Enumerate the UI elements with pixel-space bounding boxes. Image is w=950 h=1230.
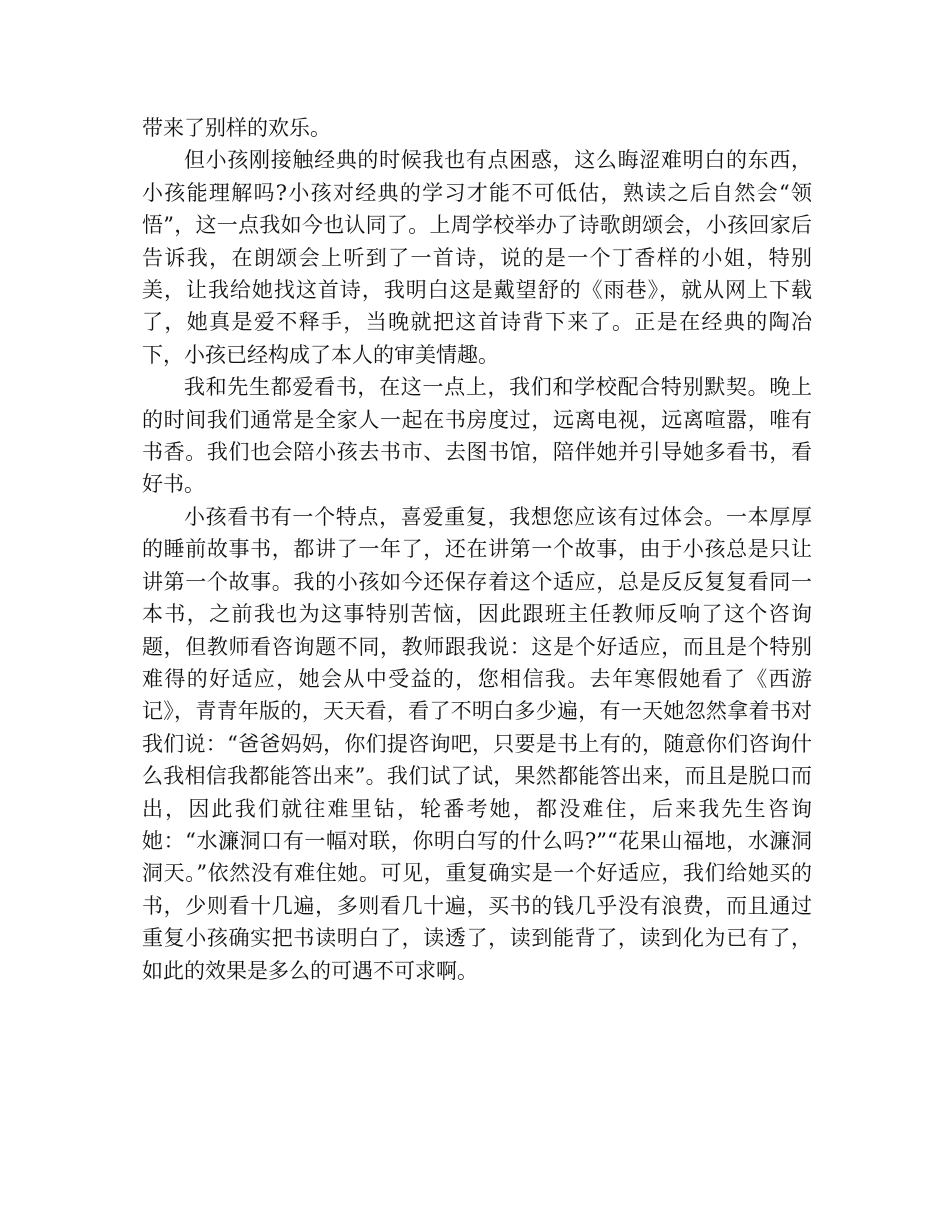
- paragraph-2: 但小孩刚接触经典的时候我也有点困惑，这么晦涩难明白的东西，小孩能理解吗?小孩对经典的学习才能不可低估，熟读之后自然会“领悟”，这一点我如今也认同了。上周学校举办了诗歌朗颂会，小孩回家后告诉我，在朗颂会上听到了一首诗，说的是一个丁香样的小姐，特别美，让我给她找这首诗，我明白这是戴望舒的《雨巷》，就从网上下载了，她真是爱不释手，当晚就把这首诗背下来了。正是在经典的陶冶下，小孩已经构成了本人的审美情趣。: [142, 148, 812, 367]
- paragraph-4: 小孩看书有一个特点，喜爱重复，我想您应该有过体会。一本厚厚的睡前故事书，都讲了一年了，还在讲第一个故事，由于小孩总是只让讲第一个故事。我的小孩如今还保存着这个适应，总是反反复复看同一本书，之前我也为这事特别苦恼，因此跟班主任教师反响了这个咨询题，但教师看咨询题不同，教师跟我说：这是个好适应，而且是个特别难得的好适应，她会从中受益的，您相信我。去年寒假她看了《西游记》，青青年版的，天天看，看了不明白多少遍，有一天她忽然拿着书对我们说：“爸爸妈妈，你们提咨询吧，只要是书上有的，随意你们咨询什么我相信我都能答出来”。我们试了试，果然都能答出来，而且是脱口而出，因此我们就往难里钻，轮番考她，都没难住，后来我先生咨询她：“水濂洞口有一幅对联，你明白写的什么吗?”“花果山福地，水濂洞洞天。”依然没有难住她。可见，重复确实是一个好适应，我们给她买的书，少则看十几遍，多则看几十遍，买书的钱几乎没有浪费，而且通过重复小孩确实把书读明白了，读透了，读到能背了，读到化为已有了，如此的效果是多么的可遇不可求啊。: [142, 504, 812, 983]
- paragraph-1: 带来了别样的欢乐。: [142, 116, 331, 140]
- paragraph-3: 我和先生都爱看书，在这一点上，我们和学校配合特别默契。晚上的时间我们通常是全家人一起在书房度过，远离电视，远离喧嚣，唯有书香。我们也会陪小孩去书市、去图书馆，陪伴她并引导她多看书，看好书。: [142, 375, 812, 497]
- document-body: [142, 112, 812, 987]
